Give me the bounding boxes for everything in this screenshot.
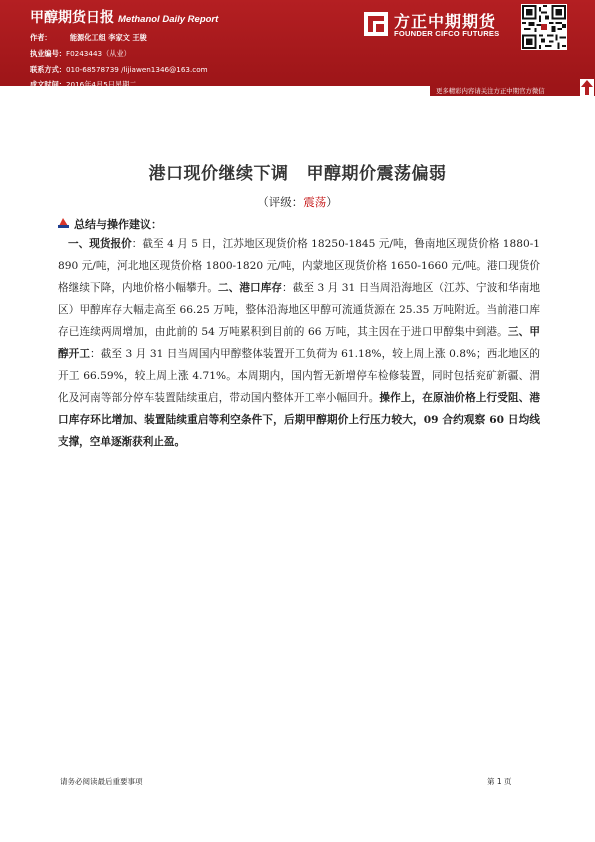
rating-value: 震荡	[303, 195, 327, 209]
contact-value: 010-68578739 /lijiawen1346@163.com	[65, 65, 208, 74]
report-title-en: Methanol Daily Report	[118, 14, 219, 25]
port-inventory-label: 二、港口库存	[218, 282, 283, 294]
rating-prefix: （评级：	[257, 195, 304, 209]
section-heading: 总结与操作建议：	[74, 218, 162, 231]
arrow-up-icon	[580, 79, 594, 96]
spot-price-text: ：截至 4 月 5 日，江苏地区现货价格 18250-1845 元/吨，鲁南地区现货价格 1880-1890 元/吨，河北地区现货价格 1800-1820 元/吨，内蒙地区现货价格 1650-1660 元/吨。港口现货价格继续下降，内地价格小幅攀升。	[58, 238, 541, 294]
report-title-cn: 甲醇期货日报	[30, 10, 114, 26]
title-part-2: 甲醇期价震荡偏弱	[306, 164, 447, 184]
company-name-en: FOUNDER CIFCO FUTURES	[394, 29, 500, 38]
contact-line	[30, 65, 208, 74]
date-label: 成文时间：	[30, 80, 66, 89]
contact-label: 联系方式：	[30, 65, 66, 74]
summary-paragraph	[58, 233, 540, 453]
author-names: 能源化工组 李家文 王骏	[69, 33, 147, 42]
author-label: 作者：	[30, 33, 52, 42]
qr-code-icon	[521, 4, 567, 50]
company-name-cn: 方正中期期货	[394, 12, 497, 31]
founder-logo-icon	[364, 12, 388, 36]
page-number: 第 1 页	[487, 777, 512, 786]
license-line	[30, 49, 131, 58]
report-title	[30, 7, 218, 27]
date-value: 2016年4月5日星期二	[65, 80, 137, 89]
port-inventory-text: ：截至 3 月 31 日当周沿海地区（江苏、宁波和华南地区）甲醇库存大幅走高至 66.25 万吨，整体沿海地区甲醇可流通货源在 25.35 万吨附近。当前港口库存已连续两周增加，由此前的 54 万吨累积到目前的 66 万吨，其主因在于进口甲醇集中到港。	[58, 282, 540, 338]
operating-rate-label: 三、甲醇开工	[58, 326, 540, 360]
rating-suffix: ）	[326, 195, 338, 209]
bullet-icon	[58, 217, 69, 228]
date-line	[30, 80, 137, 89]
footer-disclaimer: 请务必阅读最后重要事项	[60, 777, 143, 786]
document-title	[0, 159, 595, 184]
license-label: 执业编号：	[30, 49, 66, 58]
rating-line	[0, 194, 595, 210]
spot-price-label: 一、现货报价	[68, 238, 132, 250]
follow-notice: 更多精彩内容请关注方正中期官方微信	[436, 87, 545, 95]
title-part-1: 港口现价继续下调	[148, 164, 289, 184]
author-line	[30, 33, 147, 42]
trading-conclusion: 操作上，在原油价格上行受阻、港口库存环比增加、装置陆续重启等利空条件下，后期甲醇期价上行压力较大，09 合约观察 60 日均线支撑，空单逐渐获利止盈。	[58, 392, 541, 448]
operating-rate-text: ：截至 3 月 31 日当周国内甲醇整体装置开工负荷为 61.18%，较上周上涨 0.8%；西北地区的开工 66.59%，较上周上涨 4.71%。本周期内，国内暂无新增停车检修装置，同时包括兖矿新疆、渭化及河南等部分停车装置陆续重启，带动国内整体开工率小幅回升。	[58, 348, 541, 404]
license-value: F0243443（从业）	[65, 49, 131, 58]
